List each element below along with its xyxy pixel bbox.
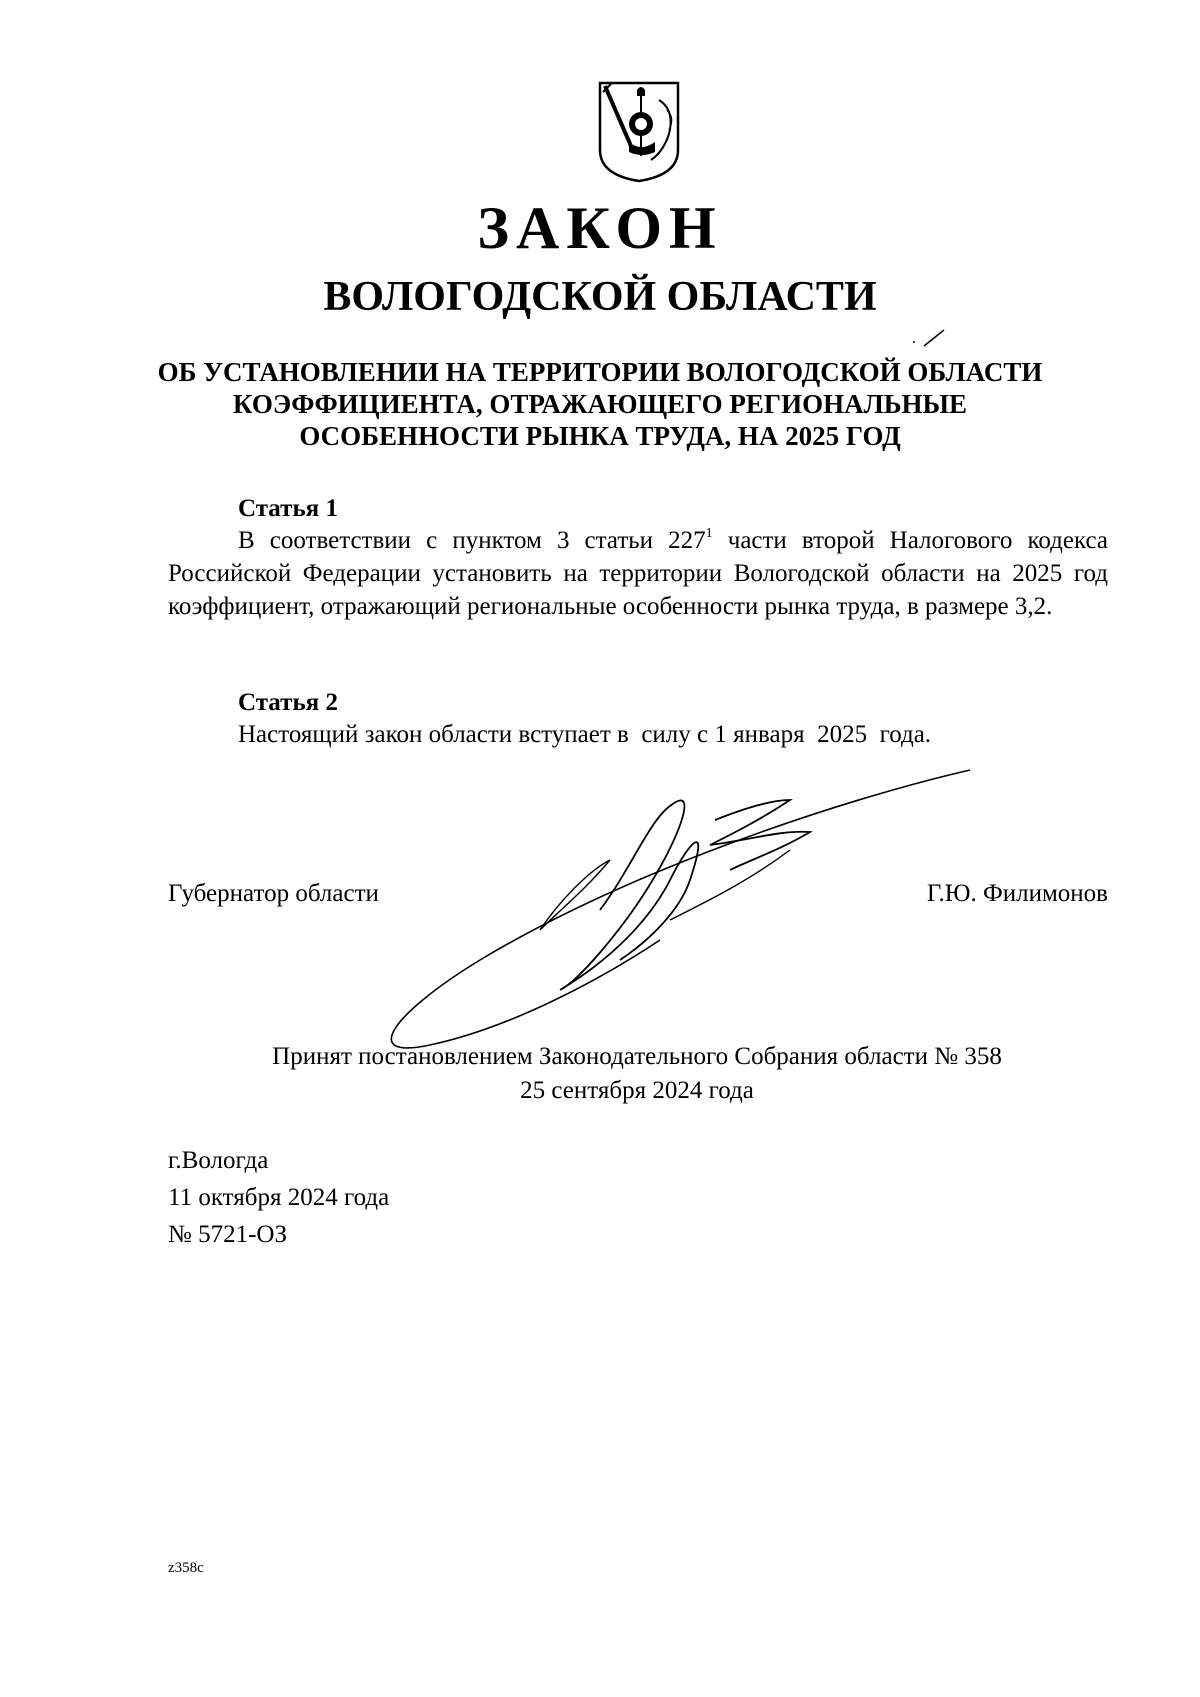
article-2-text: Настоящий закон области вступает в силу с 1 января 2025 года. xyxy=(238,721,932,748)
adoption-date: 25 сентября 2024 года xyxy=(520,1077,754,1104)
law-number: № 5721-ОЗ xyxy=(168,1221,288,1248)
place-and-date xyxy=(168,1142,389,1253)
article-1-text-part: В соответствии с пунктом 3 статьи 227 xyxy=(238,527,706,554)
subject-line: КОЭФФИЦИЕНТА, ОТРАЖАЮЩЕГО РЕГИОНАЛЬНЫЕ xyxy=(232,389,968,419)
document-title: ЗАКОН xyxy=(477,195,723,261)
coat-of-arms-icon xyxy=(597,80,681,184)
superscript: 1 xyxy=(705,526,713,541)
footer-code: z358c xyxy=(168,1560,204,1576)
signatory-position: Губернатор области xyxy=(168,880,379,907)
pen-mark xyxy=(910,328,950,348)
subject-line: ОБ УСТАНОВЛЕНИИ НА ТЕРРИТОРИИ ВОЛОГОДСКОЙ ОБЛАСТИ xyxy=(157,357,1043,387)
document-region: ВОЛОГОДСКОЙ ОБЛАСТИ xyxy=(323,274,877,320)
article-2-heading: Статья 2 xyxy=(238,689,338,716)
city: г.Вологда xyxy=(168,1147,269,1174)
article-1-text xyxy=(168,524,1108,623)
adoption-note xyxy=(0,1040,1200,1108)
adoption-line: Принят постановлением Законодательного Собрания области № 358 xyxy=(272,1043,1002,1070)
handwritten-signature xyxy=(370,760,980,1060)
article-1-text-part: части второй Налогового кодекса Российской Федерации установить на территории Вологодской области на 2025 год коэффициент, отражающий региональные особенности рынка труда, в размере 3,2. xyxy=(168,527,1109,620)
signing-date: 11 октября 2024 года xyxy=(168,1184,390,1211)
signatory-name: Г.Ю. Филимонов xyxy=(926,880,1108,907)
article-1-heading: Статья 1 xyxy=(238,495,338,522)
document-subject xyxy=(100,356,1100,452)
subject-line: ОСОБЕННОСТИ РЫНКА ТРУДА, НА 2025 ГОД xyxy=(299,421,901,451)
